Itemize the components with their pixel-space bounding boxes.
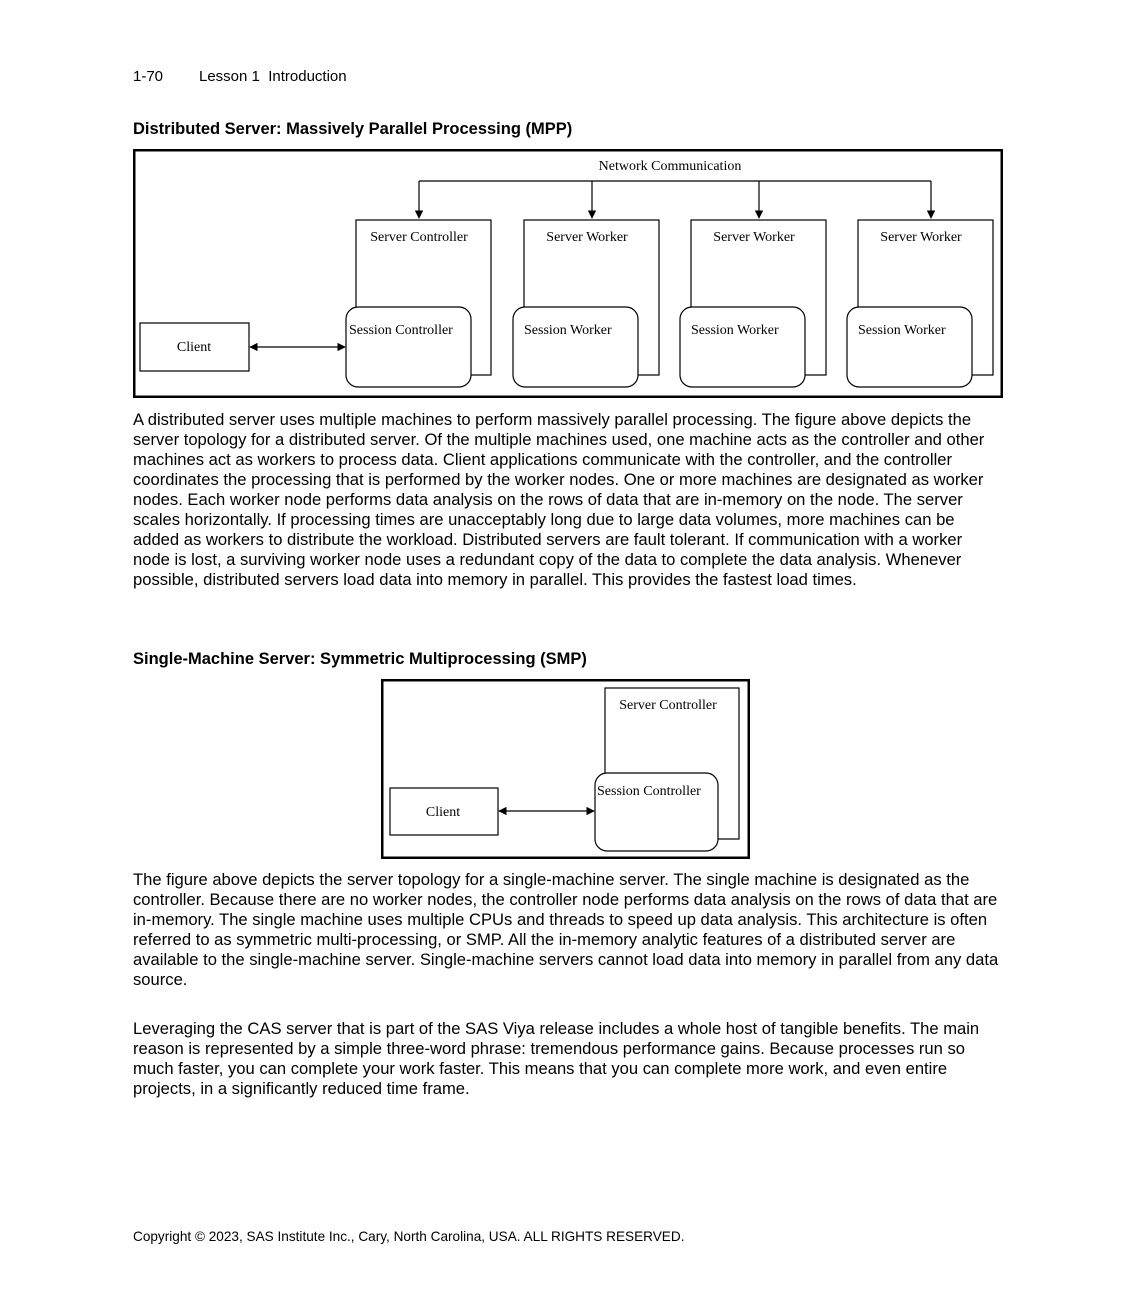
mpp-diagram xyxy=(133,149,1004,399)
smp-diagram xyxy=(381,679,750,859)
smp-paragraph-1: The figure above depicts the server topology for a single-machine server. The single machine is designated as the controller. Because there are no worker nodes, the controller node performs data analysis on the rows of data that are in-memory. The single machine uses multiple CPUs and threads to speed up data analysis. This architecture is often referred to as symmetric multi-processing, or SMP. All the in-memory analytic features of a distributed server are available to the single-machine server. Single-machine servers cannot load data into memory in parallel from any data source. xyxy=(133,870,999,989)
session-box xyxy=(847,307,972,387)
node-worker xyxy=(680,220,826,387)
server-label: Server Controller xyxy=(370,230,468,245)
session-label: Session Worker xyxy=(524,323,612,338)
server-label: Server Controller xyxy=(619,698,717,713)
client-label: Client xyxy=(425,805,461,820)
node-worker xyxy=(847,220,993,387)
session-box xyxy=(680,307,805,387)
mpp-paragraph: A distributed server uses multiple machines to perform massively parallel processing. The figure above depicts the server topology for a distributed server. Of the multiple machines used, one machine acts as the controller and other machines act as workers to process data. Client applications communicate with the controller, and the controller coordinates the processing that is performed by the worker nodes. One or more machines are designated as worker nodes. Each worker node performs data analysis on the rows of data that are in-memory on the node. The server scales horizontally. If processing times are unacceptably long due to large data volumes, more machines can be added as workers to distribute the workload. Distributed servers are fault tolerant. If communication with a worker node is lost, a surviving worker node uses a redundant copy of the data to complete the data analysis. Whenever possible, distributed servers load data into memory in parallel. This provides the fastest load times. xyxy=(133,410,985,589)
session-label: Session Controller xyxy=(349,323,453,338)
session-box xyxy=(513,307,638,387)
lesson-title: Lesson 1 Introduction xyxy=(199,68,347,85)
page-number: 1-70 xyxy=(133,68,164,85)
server-label: Server Worker xyxy=(546,230,628,245)
client-label: Client xyxy=(176,340,212,355)
session-box xyxy=(346,307,471,387)
session-label: Session Worker xyxy=(691,323,779,338)
server-label: Server Worker xyxy=(880,230,962,245)
node-controller xyxy=(346,220,491,387)
network-label: Network Communication xyxy=(598,159,742,174)
page-header xyxy=(133,68,347,85)
server-label: Server Worker xyxy=(713,230,795,245)
node-worker xyxy=(513,220,659,387)
smp-heading: Single-Machine Server: Symmetric Multiprocessing (SMP) xyxy=(133,650,587,668)
session-label: Session Worker xyxy=(858,323,946,338)
mpp-heading: Distributed Server: Massively Parallel Processing (MPP) xyxy=(133,120,573,138)
smp-paragraph-2: Leveraging the CAS server that is part of the SAS Viya release includes a whole host of tangible benefits. The main reason is represented by a simple three-word phrase: tremendous performance gains. Because processes run so much faster, you can complete your work faster. This means that you can complete more work, and even entire projects, in a significantly reduced time frame. xyxy=(133,1019,980,1098)
session-label: Session Controller xyxy=(597,784,701,799)
copyright-footer: Copyright © 2023, SAS Institute Inc., Cary, North Carolina, USA. ALL RIGHTS RESERVED. xyxy=(133,1229,685,1244)
